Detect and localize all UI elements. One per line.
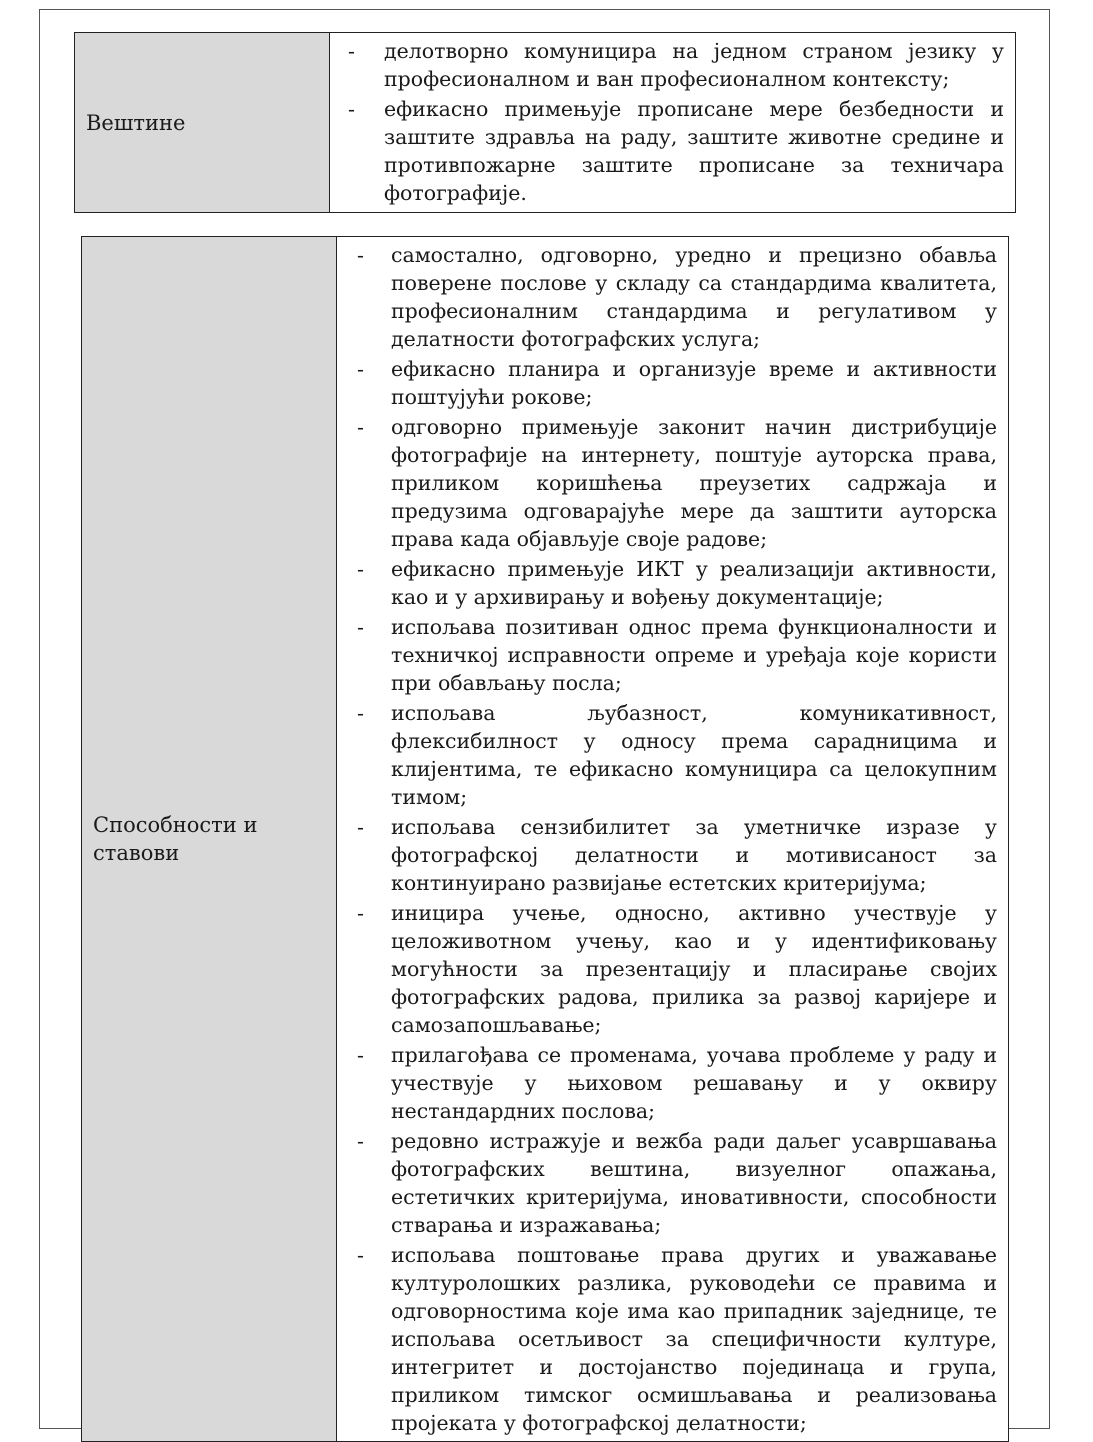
skills-item xyxy=(348,95,1004,207)
skills-item-text: делотворно комуницира на једном страном језику у професионалном и ван професионалном контексту; xyxy=(384,39,1004,91)
abilities-item xyxy=(357,699,997,811)
abilities-item xyxy=(357,813,997,897)
abilities-item xyxy=(357,613,997,697)
abilities-item xyxy=(357,413,997,553)
dash-bullet: - xyxy=(357,615,364,639)
skills-content xyxy=(330,33,1016,213)
abilities-table xyxy=(81,236,1009,1442)
dash-bullet: - xyxy=(357,815,364,839)
dash-bullet: - xyxy=(357,1129,364,1153)
abilities-item-text: испољава сензибилитет за уметничке изразе у фотографској делатности и мотивисаност за континуирано развијање естетских критеријума; xyxy=(391,815,997,895)
skills-list xyxy=(348,37,1004,207)
abilities-item xyxy=(357,355,997,411)
dash-bullet: - xyxy=(357,557,364,581)
dash-bullet: - xyxy=(357,1243,364,1267)
dash-bullet: - xyxy=(348,39,355,63)
skills-table xyxy=(74,32,1016,213)
abilities-content xyxy=(337,237,1009,1442)
abilities-item xyxy=(357,1127,997,1239)
abilities-item xyxy=(357,1241,997,1437)
abilities-item-text: ефикасно примењује ИКТ у реализацији активности, као и у архивирању и вођењу документације; xyxy=(391,557,997,609)
abilities-item xyxy=(357,241,997,353)
abilities-item xyxy=(357,555,997,611)
dash-bullet: - xyxy=(357,1043,364,1067)
dash-bullet: - xyxy=(357,243,364,267)
abilities-label: Способности и ставови xyxy=(82,237,337,1442)
abilities-item-text: ефикасно планира и организује време и активности поштујући рокове; xyxy=(391,357,997,409)
skills-item xyxy=(348,37,1004,93)
abilities-item-text: испољава позитиван однос према функционалности и техничкој исправности опреме и уређаја које користи при обављању посла; xyxy=(391,615,997,695)
abilities-list xyxy=(357,241,997,1437)
abilities-item-text: прилагођава се променама, уочава проблеме у раду и учествује у њиховом решавању и у оквиру нестандардних послова; xyxy=(391,1043,997,1123)
abilities-item-text: самостално, одговорно, уредно и прецизно обавља поверене послове у складу са стандардима квалитета, професионалним стандардима и регулативом у делатности фотографских услуга; xyxy=(391,243,997,351)
abilities-row xyxy=(82,237,1009,1442)
abilities-item-text: испољава поштовање права других и уважавање културолошких разлика, руководећи се правима и одговорностима које има као припадник заједнице, те испољава осетљивост за специфичности културе, интегритет и достојанство појединаца и група, приликом тимског осмишљавања и реализовања пројеката у фотографској делатности; xyxy=(391,1243,997,1435)
dash-bullet: - xyxy=(357,701,364,725)
skills-item-text: ефикасно примењује прописане мере безбедности и заштите здравља на раду, заштите животне средине и противпожарне заштите прописане за техничара фотографије. xyxy=(384,97,1004,205)
abilities-item-text: иницира учење, односно, активно учествује у целоживотном учењу, као и у идентификовању могућности за презентацију и пласирање својих фотографских радова, прилика за развој каријере и самозапошљавање; xyxy=(391,901,997,1037)
dash-bullet: - xyxy=(348,97,355,121)
abilities-item xyxy=(357,899,997,1039)
dash-bullet: - xyxy=(357,901,364,925)
abilities-item xyxy=(357,1041,997,1125)
abilities-item-text: редовно истражује и вежба ради даљег усавршавања фотографских вештина, визуелног опажања, естетичких критеријума, иновативности, способности стварања и изражавања; xyxy=(391,1129,997,1237)
abilities-item-text: испољава љубазност, комуникативност, флексибилност у односу према сарадницима и клијентима, те ефикасно комуницира са целокупним тимом; xyxy=(391,701,997,809)
skills-label: Вештине xyxy=(75,33,330,213)
dash-bullet: - xyxy=(357,415,364,439)
skills-row xyxy=(75,33,1016,213)
dash-bullet: - xyxy=(357,357,364,381)
abilities-item-text: одговорно примењује законит начин дистрибуције фотографије на интернету, поштује ауторска права, приликом коришћења преузетих садржаја и предузима одговарајуће мере да заштити ауторска права када објављује своје радове; xyxy=(391,415,997,551)
